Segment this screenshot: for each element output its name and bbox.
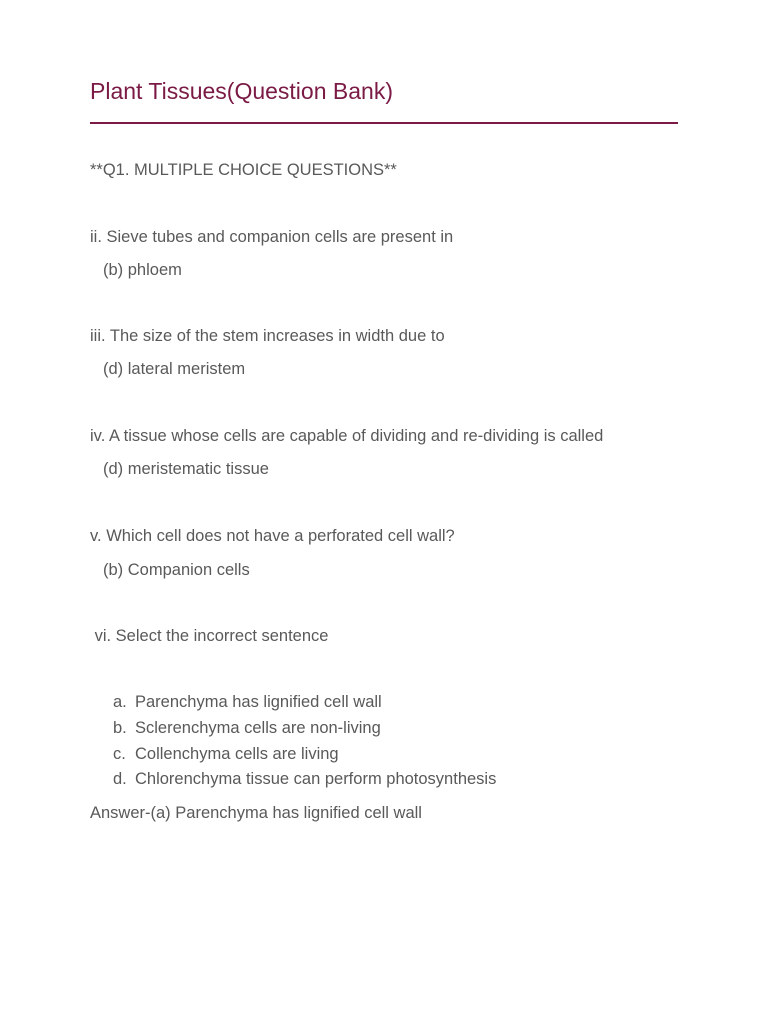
answer-iii: (d) lateral meristem	[103, 360, 246, 378]
question-vi: vi. Select the incorrect sentence	[90, 627, 329, 645]
page-title: Plant Tissues(Question Bank)	[90, 78, 393, 104]
option-text: Chlorenchyma tissue can perform photosynthesis	[135, 770, 497, 788]
answer-ii: (b) phloem	[103, 261, 182, 279]
answer-vi: Answer-(a) Parenchyma has lignified cell wall	[90, 804, 422, 822]
question-iv: iv. A tissue whose cells are capable of dividing and re-dividing is called	[90, 427, 604, 445]
option-text: Collenchyma cells are living	[135, 745, 339, 763]
option-text: Parenchyma has lignified cell wall	[135, 693, 382, 711]
question-v: v. Which cell does not have a perforated cell wall?	[90, 527, 455, 545]
list-item	[113, 719, 381, 738]
title-divider	[90, 122, 678, 124]
list-item	[113, 693, 382, 712]
list-marker: a.	[113, 693, 127, 711]
list-item	[113, 745, 339, 764]
answer-iv: (d) meristematic tissue	[103, 460, 269, 478]
list-item	[113, 770, 496, 789]
list-marker: d.	[113, 770, 127, 788]
list-marker: c.	[113, 745, 126, 763]
list-marker: b.	[113, 719, 127, 737]
option-text: Sclerenchyma cells are non-living	[135, 719, 381, 737]
answer-v: (b) Companion cells	[103, 561, 250, 579]
question-iii: iii. The size of the stem increases in width due to	[90, 327, 445, 345]
question-ii: ii. Sieve tubes and companion cells are present in	[90, 228, 454, 246]
section-heading: **Q1. MULTIPLE CHOICE QUESTIONS**	[90, 161, 397, 179]
